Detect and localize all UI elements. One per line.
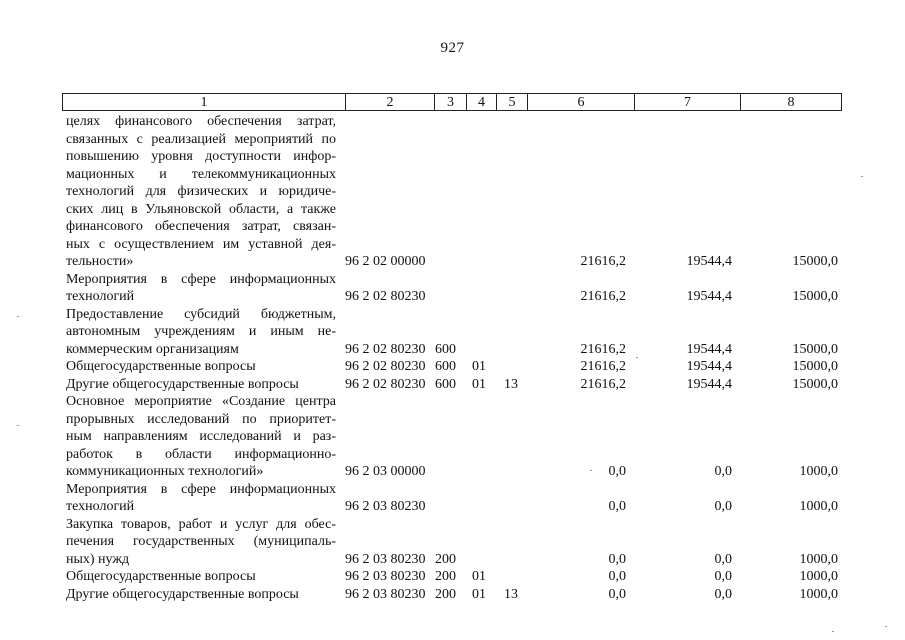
cell-amount-col8: 1000,0 (799, 586, 838, 602)
cell-subsection: 13 (504, 586, 518, 602)
description-line: ным направлениям исследований и раз- (66, 429, 336, 444)
cell-amount-col7: 19544,4 (686, 254, 732, 269)
description-line: ных с осуществлением им уставной дея- (66, 236, 336, 252)
cell-amount-col8: 15000,0 (792, 359, 838, 374)
description-line: технологий для физических и юридиче- (66, 184, 336, 199)
scan-speck (17, 316, 19, 317)
cell-expense-type: 200 (435, 569, 456, 584)
cell-section: 01 (472, 376, 486, 392)
table-header-row (62, 93, 842, 111)
header-col-5: 5 (497, 94, 528, 110)
row-description (66, 516, 336, 569)
cell-target-article: 96 2 03 80230 (345, 586, 426, 602)
cell-amount-col6: 0,0 (608, 499, 626, 514)
cell-expense-type: 600 (435, 341, 456, 357)
description-line: повышению уровня доступности инфор- (66, 149, 336, 164)
row-description (66, 358, 336, 376)
table-row (0, 358, 905, 376)
header-col-1: 1 (63, 94, 346, 110)
description-line: ных) нужд (66, 551, 130, 567)
row-description (66, 376, 336, 394)
description-line: связанных с реализацией мероприятий по (66, 131, 336, 147)
cell-expense-type: 200 (435, 551, 456, 567)
header-col-6: 6 (528, 94, 635, 110)
scan-speck (832, 631, 834, 632)
cell-amount-col6: 21616,2 (580, 341, 626, 357)
table-row (0, 393, 905, 481)
cell-amount-col6: 0,0 (608, 586, 626, 602)
cell-amount-col6: 21616,2 (580, 376, 626, 392)
description-line: Другие общегосударственные вопросы (66, 586, 299, 602)
cell-expense-type: 600 (435, 376, 456, 392)
description-line: работок в области информационно- (66, 446, 336, 462)
row-description (66, 271, 336, 306)
cell-target-article: 96 2 03 80230 (345, 569, 426, 584)
table-row (0, 271, 905, 306)
header-col-3: 3 (435, 94, 467, 110)
description-line: тельности» (66, 254, 134, 269)
cell-amount-col8: 1000,0 (799, 499, 838, 514)
cell-amount-col7: 19544,4 (686, 376, 732, 392)
cell-amount-col8: 15000,0 (792, 254, 838, 269)
cell-amount-col6: 21616,2 (580, 289, 626, 304)
cell-amount-col7: 19544,4 (686, 289, 732, 304)
description-line: Общегосударственные вопросы (66, 359, 256, 374)
description-line: ских лиц в Ульяновской области, а также (66, 201, 336, 217)
description-line: Мероприятия в сфере информационных (66, 271, 336, 287)
scan-speck (17, 425, 19, 426)
cell-amount-col7: 0,0 (714, 586, 732, 602)
cell-amount-col8: 15000,0 (792, 376, 838, 392)
row-description (66, 568, 336, 586)
page-number: 927 (440, 40, 465, 56)
cell-amount-col6: 0,0 (608, 464, 626, 479)
header-col-4: 4 (467, 94, 497, 110)
cell-amount-col8: 15000,0 (792, 341, 838, 357)
cell-amount-col7: 0,0 (714, 569, 732, 584)
description-line: Основное мероприятие «Создание центра (66, 394, 336, 409)
row-description (66, 586, 336, 604)
cell-amount-col7: 0,0 (714, 551, 732, 567)
description-line: целях финансового обеспечения затрат, (66, 114, 336, 129)
cell-amount-col6: 21616,2 (580, 254, 626, 269)
description-line: финансового обеспечения затрат, связан- (66, 219, 336, 234)
row-description (66, 113, 336, 271)
table-row (0, 113, 905, 271)
table-row (0, 306, 905, 359)
scan-speck (636, 357, 638, 358)
cell-amount-col8: 1000,0 (799, 569, 838, 584)
description-line: прорывных исследований по приоритет- (66, 411, 336, 427)
cell-target-article: 96 2 02 00000 (345, 254, 426, 269)
table-row (0, 481, 905, 516)
table-row (0, 586, 905, 604)
cell-amount-col7: 19544,4 (686, 341, 732, 357)
cell-target-article: 96 2 03 80230 (345, 499, 426, 514)
cell-amount-col8: 15000,0 (792, 289, 838, 304)
scan-speck (861, 176, 863, 177)
cell-target-article: 96 2 03 80230 (345, 551, 426, 567)
cell-amount-col7: 0,0 (714, 499, 732, 514)
row-description (66, 481, 336, 516)
description-line: автономным учреждениям и иным не- (66, 324, 336, 339)
cell-amount-col8: 1000,0 (799, 464, 838, 479)
cell-target-article: 96 2 02 80230 (345, 341, 426, 357)
header-col-7: 7 (635, 94, 741, 110)
cell-section: 01 (472, 359, 486, 374)
description-line: Предоставление субсидий бюджетным, (66, 306, 336, 322)
row-description (66, 393, 336, 481)
cell-target-article: 96 2 02 80230 (345, 376, 426, 392)
table-row (0, 376, 905, 394)
row-description (66, 306, 336, 359)
scan-speck (590, 470, 592, 471)
cell-amount-col6: 21616,2 (580, 359, 626, 374)
header-col-8: 8 (787, 95, 795, 110)
table-row (0, 568, 905, 586)
cell-expense-type: 600 (435, 359, 456, 374)
cell-amount-col7: 0,0 (714, 464, 732, 479)
description-line: технологий (66, 499, 135, 514)
cell-section: 01 (472, 586, 486, 602)
cell-amount-col6: 0,0 (608, 551, 626, 567)
description-line: Другие общегосударственные вопросы (66, 376, 299, 392)
cell-section: 01 (472, 569, 486, 584)
description-line: печения государственных (муниципаль- (66, 534, 336, 549)
cell-amount-col7: 19544,4 (686, 359, 732, 374)
description-line: Закупка товаров, работ и услуг для обес- (66, 516, 336, 532)
description-line: коммуникационных технологий» (66, 464, 264, 479)
cell-subsection: 13 (504, 376, 518, 392)
description-line: технологий (66, 289, 135, 304)
description-line: мационных и телекоммуникационных (66, 166, 336, 182)
cell-target-article: 96 2 02 80230 (345, 359, 426, 374)
cell-target-article: 96 2 03 00000 (345, 464, 426, 479)
scan-speck (885, 626, 887, 627)
table-row (0, 516, 905, 569)
cell-amount-col6: 0,0 (608, 569, 626, 584)
cell-target-article: 96 2 02 80230 (345, 289, 426, 304)
description-line: Мероприятия в сфере информационных (66, 481, 336, 497)
cell-amount-col8: 1000,0 (799, 551, 838, 567)
cell-expense-type: 200 (435, 586, 456, 602)
description-line: Общегосударственные вопросы (66, 569, 256, 584)
description-line: коммерческим организациям (66, 341, 239, 357)
header-col-2: 2 (346, 94, 435, 110)
